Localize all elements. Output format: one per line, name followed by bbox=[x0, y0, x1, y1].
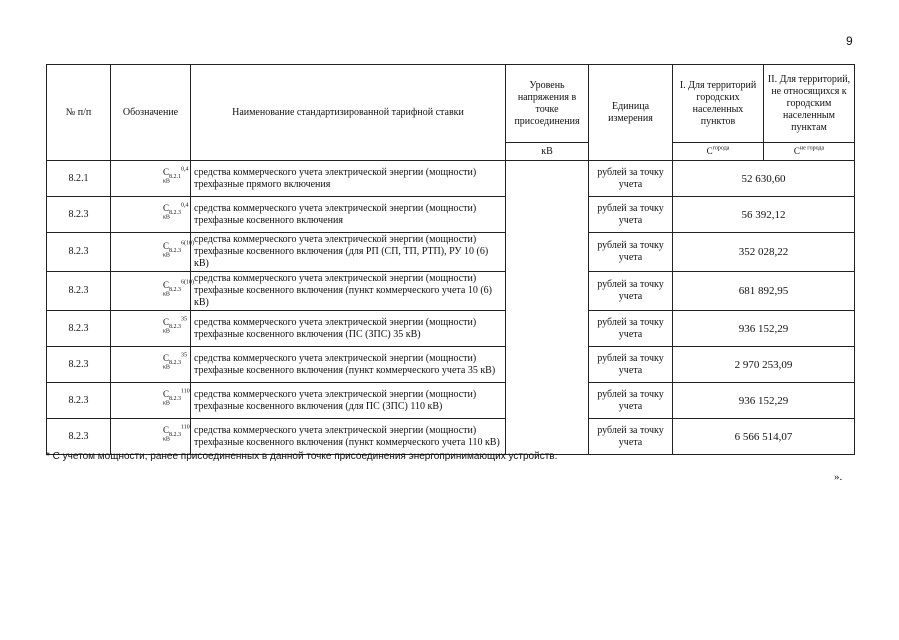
row-name: средства коммерческого учета электрической энергии (мощности) трехфазные прямого включения bbox=[191, 161, 506, 197]
header-urban: I. Для территорий городских населенных пунктов bbox=[673, 65, 764, 143]
table-row bbox=[47, 161, 855, 197]
table-row bbox=[47, 419, 855, 455]
row-designation: $C_{8.2.3}^{35 кВ}$ bbox=[111, 347, 191, 383]
row-value: 936 152,29 bbox=[673, 311, 855, 347]
row-unit: рублей за точку учета bbox=[589, 419, 673, 455]
table-row bbox=[47, 311, 855, 347]
table-row bbox=[47, 347, 855, 383]
row-unit: рублей за точку учета bbox=[589, 383, 673, 419]
row-unit: рублей за точку учета bbox=[589, 161, 673, 197]
row-num: 8.2.3 bbox=[47, 419, 111, 455]
header-non-urban: II. Для территорий, не относящихся к городским населенным пунктам bbox=[764, 65, 855, 143]
row-name: средства коммерческого учета электрической энергии (мощности) трехфазные косвенного включения (для ПС (ЗПС) 110 кВ) bbox=[191, 383, 506, 419]
header-designation: Обозначение bbox=[111, 65, 191, 161]
table-row bbox=[47, 233, 855, 272]
row-designation: $C_{8.2.3}^{6(10) кВ}$ bbox=[111, 233, 191, 272]
row-name: средства коммерческого учета электрической энергии (мощности) трехфазные косвенного включения (пункт коммерческого учета 35 кВ) bbox=[191, 347, 506, 383]
row-num: 8.2.3 bbox=[47, 383, 111, 419]
row-name: средства коммерческого учета электрической энергии (мощности) трехфазные косвенного включения (ПС (ЗПС) 35 кВ) bbox=[191, 311, 506, 347]
row-designation: $C_{8.2.3}^{0,4 кВ}$ bbox=[111, 197, 191, 233]
row-value: 6 566 514,07 bbox=[673, 419, 855, 455]
row-designation: $C_{8.2.3}^{6(10) кВ}$ bbox=[111, 272, 191, 311]
row-unit: рублей за точку учета bbox=[589, 233, 673, 272]
row-name: средства коммерческого учета электрической энергии (мощности) трехфазные косвенного включения (пункт коммерческого учета 10 (6) кВ) bbox=[191, 272, 506, 311]
row-value: 2 970 253,09 bbox=[673, 347, 855, 383]
closing-quote: ». bbox=[834, 471, 843, 483]
table-row bbox=[47, 383, 855, 419]
header-voltage: Уровень напряжения в точке присоединения bbox=[506, 65, 589, 143]
row-value: 56 392,12 bbox=[673, 197, 855, 233]
page-number: 9 bbox=[846, 34, 853, 48]
row-value: 681 892,95 bbox=[673, 272, 855, 311]
row-name: средства коммерческого учета электрической энергии (мощности) трехфазные косвенного включения (пункт коммерческого учета 110 кВ) bbox=[191, 419, 506, 455]
row-unit: рублей за точку учета bbox=[589, 311, 673, 347]
voltage-cell bbox=[506, 161, 589, 455]
row-num: 8.2.3 bbox=[47, 347, 111, 383]
row-num: 8.2.3 bbox=[47, 197, 111, 233]
row-value: 352 028,22 bbox=[673, 233, 855, 272]
row-num: 8.2.3 bbox=[47, 233, 111, 272]
row-designation: $C_{8.2.3}^{110 кВ}$ bbox=[111, 419, 191, 455]
header-unit: Единица измерения bbox=[589, 65, 673, 161]
row-value: 52 630,60 bbox=[673, 161, 855, 197]
row-designation: $C_{8.2.3}^{35 кВ}$ bbox=[111, 311, 191, 347]
table-row bbox=[47, 272, 855, 311]
table-row bbox=[47, 197, 855, 233]
footnote: * С учетом мощности, ранее присоединенных в данной точке присоединения энергопринимающих устройств. bbox=[46, 451, 558, 462]
header-num: № п/п bbox=[47, 65, 111, 161]
tariff-table bbox=[46, 64, 855, 455]
header-name: Наименование стандартизированной тарифной ставки bbox=[191, 65, 506, 161]
header-non-urban-symbol: $C^{не города}$ bbox=[764, 143, 855, 161]
row-unit: рублей за точку учета bbox=[589, 272, 673, 311]
row-num: 8.2.3 bbox=[47, 272, 111, 311]
row-unit: рублей за точку учета bbox=[589, 347, 673, 383]
header-urban-symbol: $C^{города}$ bbox=[673, 143, 764, 161]
row-num: 8.2.3 bbox=[47, 311, 111, 347]
header-voltage-unit: кВ bbox=[506, 143, 589, 161]
row-value: 936 152,29 bbox=[673, 383, 855, 419]
row-unit: рублей за точку учета bbox=[589, 197, 673, 233]
row-designation: $C_{8.2.1}^{0,4 кВ}$ bbox=[111, 161, 191, 197]
row-name: средства коммерческого учета электрической энергии (мощности) трехфазные косвенного включения bbox=[191, 197, 506, 233]
row-num: 8.2.1 bbox=[47, 161, 111, 197]
row-designation: $C_{8.2.3}^{110 кВ}$ bbox=[111, 383, 191, 419]
row-name: средства коммерческого учета электрической энергии (мощности) трехфазные косвенного включения (для РП (СП, ТП, РТП), РУ 10 (6) кВ) bbox=[191, 233, 506, 272]
